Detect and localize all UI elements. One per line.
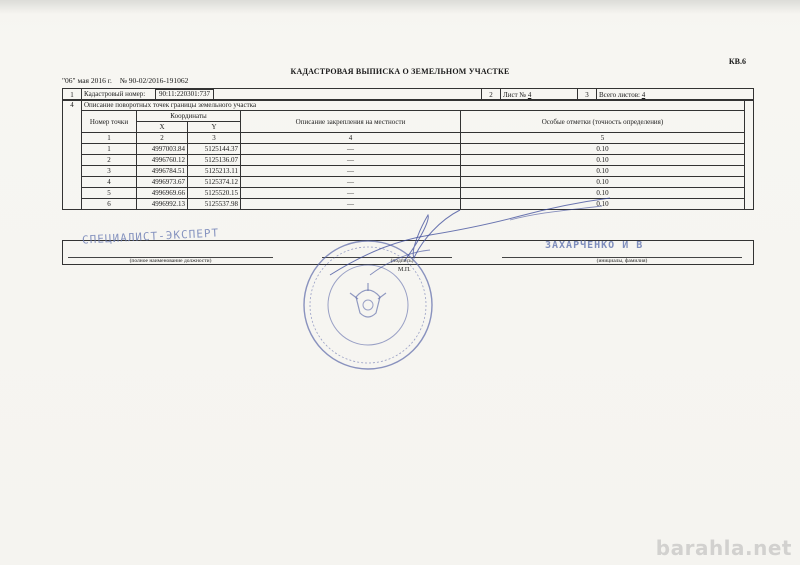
coord-x: 4996973.67 xyxy=(137,177,188,188)
sheet-number: 4 xyxy=(527,90,532,99)
accuracy-note: 0.10 xyxy=(461,199,745,210)
coord-y: 5125144.37 xyxy=(188,144,241,155)
point-number: 6 xyxy=(82,199,137,210)
col-desc: Описание закрепления на местности xyxy=(241,111,461,133)
document-number: № 90-02/2016-191062 xyxy=(119,76,189,85)
col-n1: 1 xyxy=(82,133,137,144)
document-title: КАДАСТРОВАЯ ВЫПИСКА О ЗЕМЕЛЬНОМ УЧАСТКЕ xyxy=(290,67,510,76)
cadastral-label: Кадастровый номер: xyxy=(84,90,146,98)
cadastral-number: 90:11:220301:737 xyxy=(155,89,214,100)
sign-caption: (подпись) xyxy=(390,258,414,264)
sheet-col: 2 xyxy=(482,89,501,101)
point-number: 1 xyxy=(82,144,137,155)
accuracy-note: 0.10 xyxy=(461,188,745,199)
date-line xyxy=(62,76,188,85)
section-num: 4 xyxy=(63,100,82,210)
col-n5: 5 xyxy=(461,133,745,144)
col-n2: 2 xyxy=(137,133,188,144)
coord-x: 4997003.84 xyxy=(137,144,188,155)
accuracy-note: 0.10 xyxy=(461,155,745,166)
point-number: 5 xyxy=(82,188,137,199)
accuracy-note: 0.10 xyxy=(461,166,745,177)
name-caption: (инициалы, фамилия) xyxy=(596,258,648,264)
handwritten-signature-icon xyxy=(310,180,640,290)
table-row xyxy=(63,166,754,177)
position-caption: (полное наименование должности) xyxy=(129,258,212,264)
coord-y: 5125520.15 xyxy=(188,188,241,199)
accuracy-note: 0.10 xyxy=(461,177,745,188)
row-num: 1 xyxy=(63,89,82,101)
table-row xyxy=(63,155,754,166)
coord-y: 5125136.07 xyxy=(188,155,241,166)
col-y: Y xyxy=(188,122,241,133)
total-label: Всего листов: xyxy=(599,90,640,99)
col-point: Номер точки xyxy=(82,111,137,133)
total-col: 3 xyxy=(578,89,597,101)
watermark: barahla.net xyxy=(655,536,792,560)
coord-x: 4996969.66 xyxy=(137,188,188,199)
total-number: 4 xyxy=(641,90,646,99)
sheet-label: Лист № xyxy=(503,90,527,99)
document-date: "06" мая 2016 г. xyxy=(62,76,112,85)
coord-x: 4996760.12 xyxy=(137,155,188,166)
col-n4: 4 xyxy=(241,133,461,144)
fixing-desc: — xyxy=(241,188,461,199)
position-stamp: СПЕЦИАЛИСТ-ЭКСПЕРТ xyxy=(81,226,220,247)
mp-label: М.П. xyxy=(398,267,411,273)
fixing-desc: — xyxy=(241,199,461,210)
fixing-desc: — xyxy=(241,166,461,177)
col-x: X xyxy=(137,122,188,133)
coord-x: 4996992.13 xyxy=(137,199,188,210)
fixing-desc: — xyxy=(241,177,461,188)
coord-x: 4996784.51 xyxy=(137,166,188,177)
fixing-desc: — xyxy=(241,155,461,166)
col-notes: Особые отметки (точность определения) xyxy=(461,111,745,133)
coord-y: 5125213.11 xyxy=(188,166,241,177)
fixing-desc: — xyxy=(241,144,461,155)
col-n3: 3 xyxy=(188,133,241,144)
coord-y: 5125374.12 xyxy=(188,177,241,188)
point-number: 3 xyxy=(82,166,137,177)
form-code: КВ.6 xyxy=(728,57,746,66)
section-title: Описание поворотных точек границы земельного участка xyxy=(82,100,745,111)
accuracy-note: 0.10 xyxy=(461,144,745,155)
point-number: 2 xyxy=(82,155,137,166)
name-stamp: ЗАХАРЧЕНКО И В xyxy=(545,240,644,251)
coord-y: 5125537.98 xyxy=(188,199,241,210)
point-number: 4 xyxy=(82,177,137,188)
col-coords: Координаты xyxy=(137,111,241,122)
table-row xyxy=(63,144,754,155)
